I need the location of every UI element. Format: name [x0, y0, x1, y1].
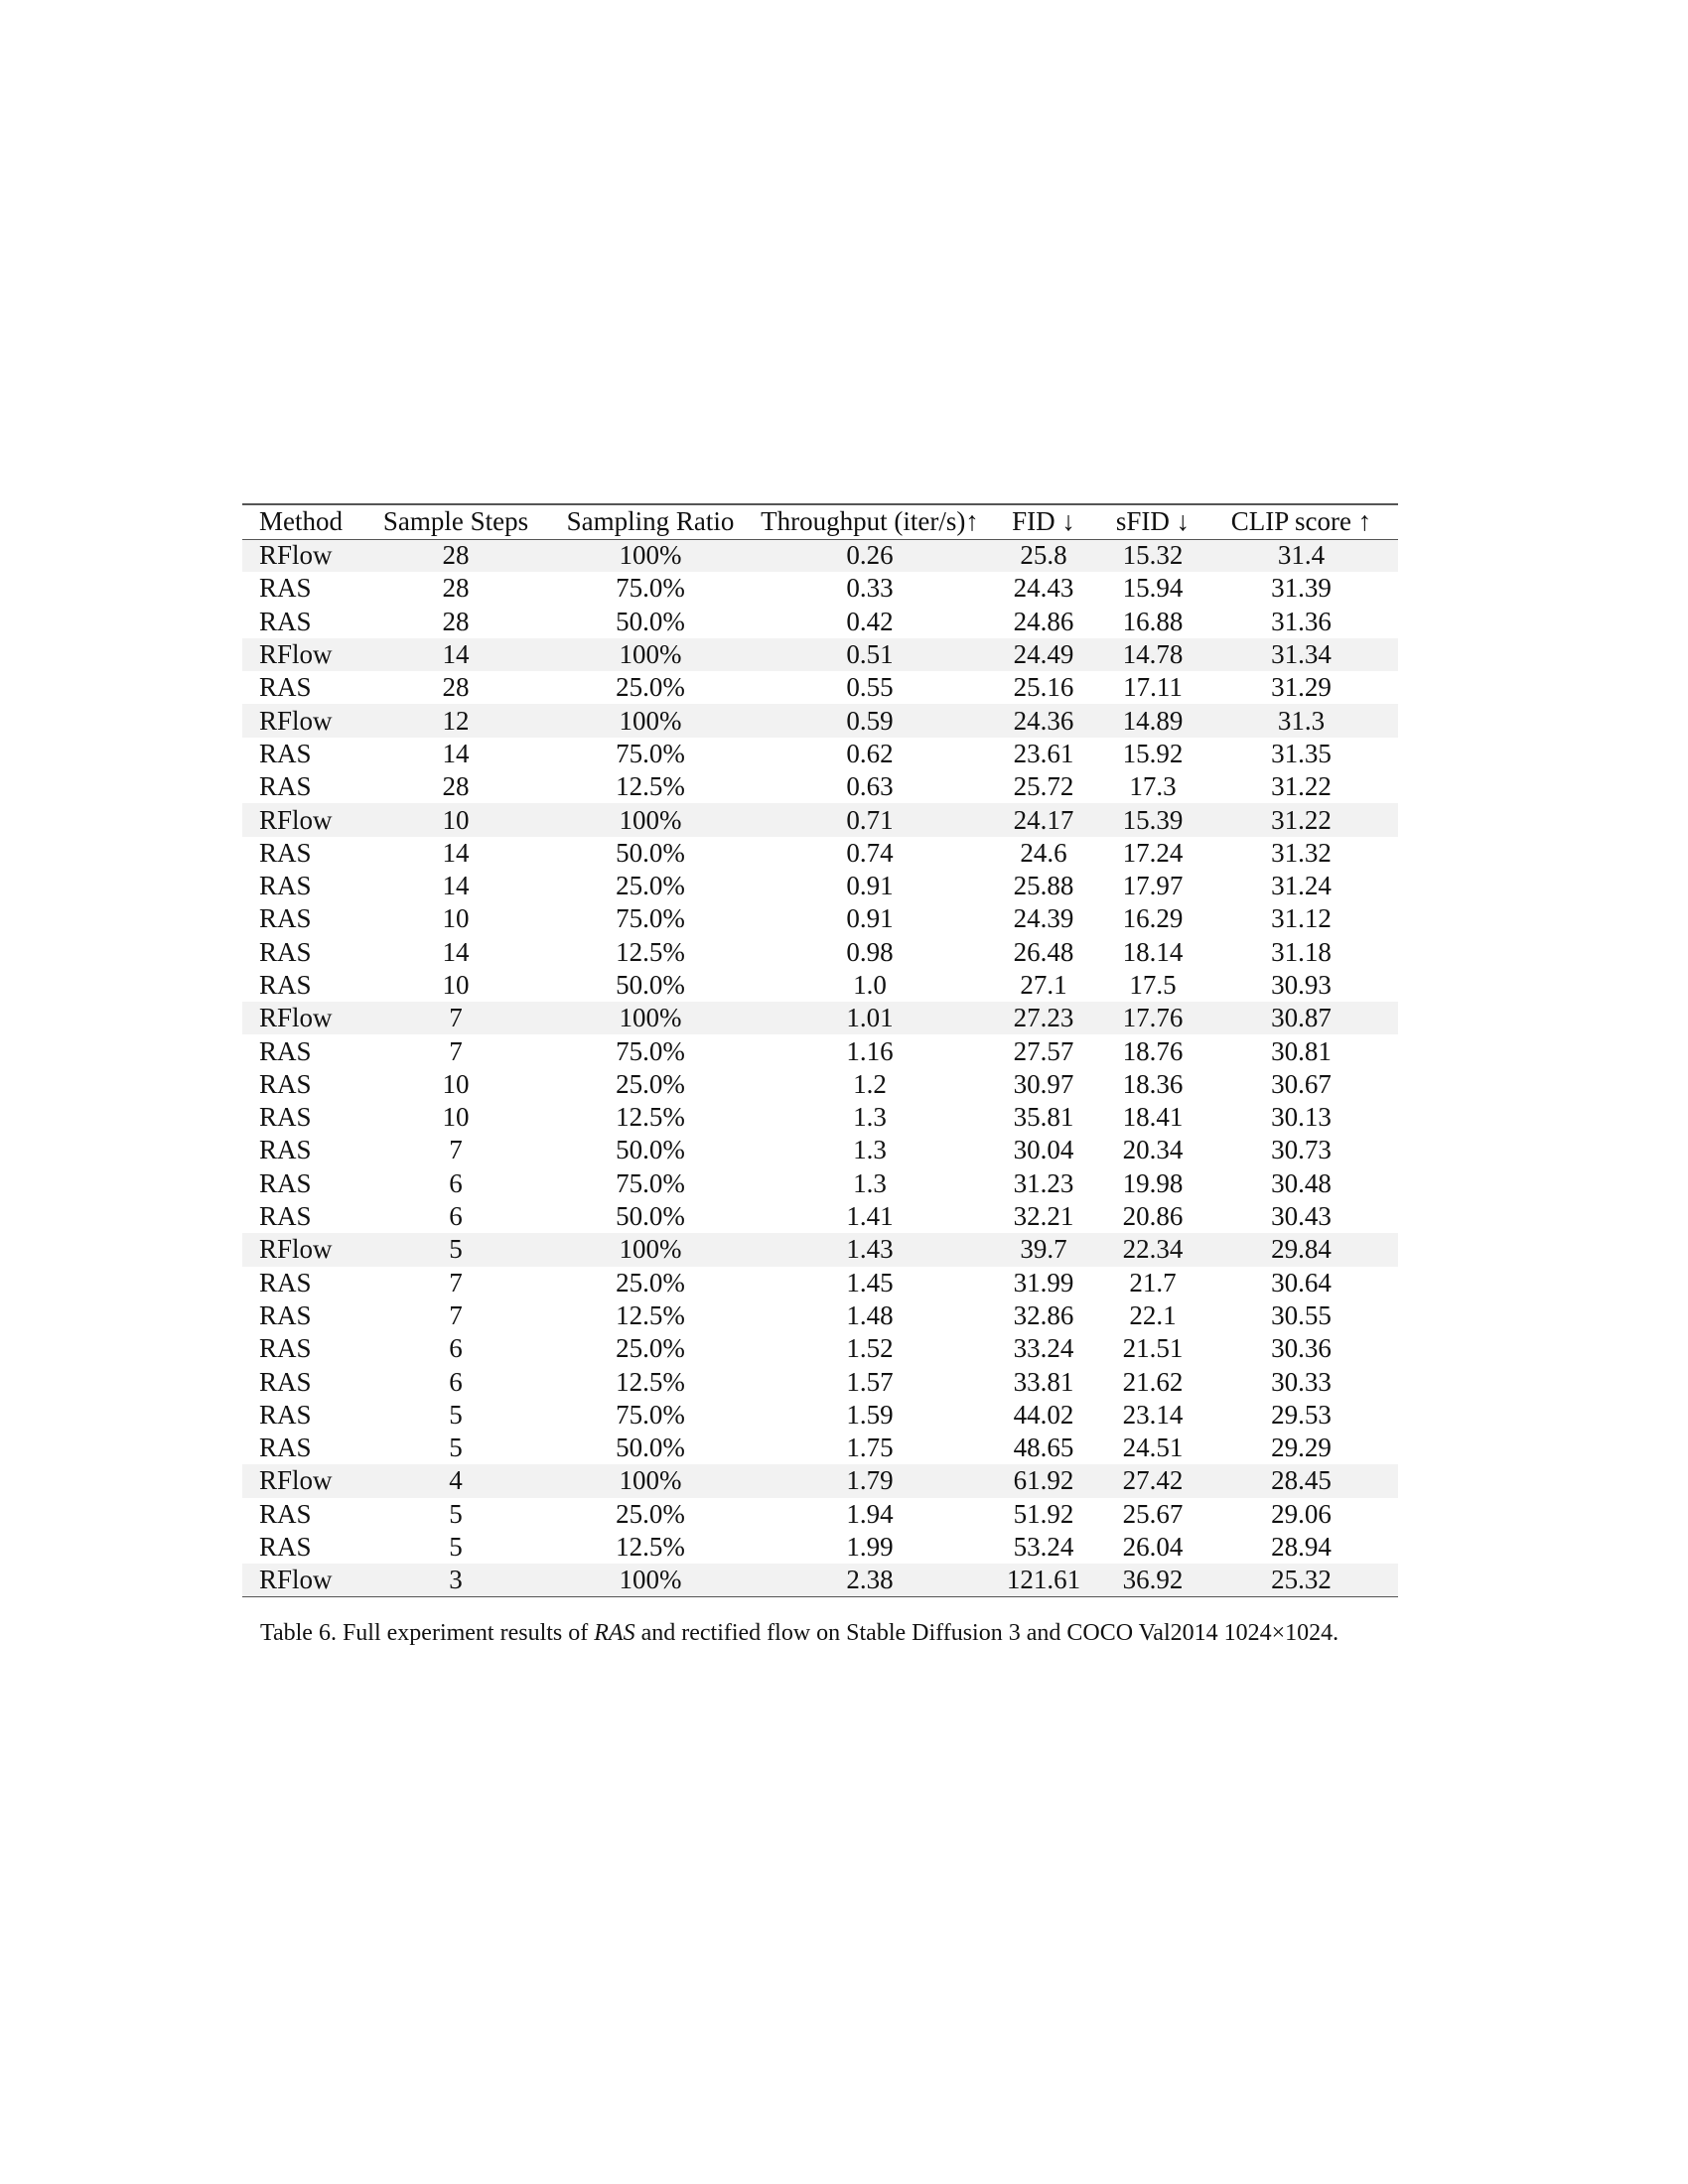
cell-throughput: 0.63	[846, 771, 894, 802]
cell-sampling-ratio: 100%	[547, 539, 754, 572]
cell-throughput: 1.57	[846, 1366, 894, 1397]
cell-sfid: 21.62	[1122, 1366, 1184, 1397]
cell-fid: 24.36	[986, 704, 1101, 737]
cell-sample-steps: 12	[364, 704, 547, 737]
cell-sample-steps: 5	[449, 1433, 463, 1463]
cell-throughput: 1.52	[846, 1333, 894, 1364]
cell-sample-steps: 14	[442, 936, 470, 967]
cell-sampling-ratio: 50.0%	[616, 837, 685, 868]
cell-sampling-ratio: 50.0%	[616, 1201, 685, 1232]
cell-clip-score: 25.32	[1204, 1564, 1398, 1596]
cell-clip-score: 29.84	[1204, 1233, 1398, 1266]
cell-sampling-ratio: 12.5%	[616, 936, 685, 967]
cell-throughput: 0.74	[846, 837, 894, 868]
cell-clip-score: 30.33	[1271, 1366, 1332, 1397]
table-row	[242, 1399, 1398, 1432]
cell-method: RFlow	[242, 1233, 364, 1266]
cell-method: RAS	[259, 837, 312, 868]
cell-sample-steps: 14	[442, 738, 470, 768]
cell-method: RAS	[259, 1498, 312, 1529]
cell-sample-steps: 14	[364, 638, 547, 671]
cell-clip-score: 30.87	[1204, 1002, 1398, 1034]
table-row	[242, 1299, 1398, 1332]
table-header-row	[242, 504, 1398, 539]
cell-sampling-ratio: 25.0%	[616, 1068, 685, 1099]
cell-sampling-ratio: 25.0%	[616, 1498, 685, 1529]
cell-throughput: 1.75	[846, 1433, 894, 1463]
cell-clip-score: 29.53	[1271, 1399, 1332, 1430]
cell-sampling-ratio: 100%	[547, 704, 754, 737]
results-table	[242, 503, 1398, 1597]
cell-sampling-ratio: 25.0%	[616, 672, 685, 703]
cell-sampling-ratio: 12.5%	[616, 1102, 685, 1133]
cell-sfid: 14.78	[1101, 638, 1204, 671]
cell-sfid: 18.76	[1122, 1035, 1184, 1066]
cell-throughput: 0.42	[846, 606, 894, 636]
cell-sample-steps: 5	[449, 1498, 463, 1529]
cell-throughput: 1.01	[754, 1002, 986, 1034]
cell-throughput: 0.26	[754, 539, 986, 572]
cell-fid: 25.88	[1013, 871, 1074, 901]
table-row	[242, 1002, 1398, 1034]
cell-clip-score: 31.29	[1271, 672, 1332, 703]
cell-fid: 53.24	[1013, 1532, 1074, 1563]
cell-sample-steps: 28	[364, 539, 547, 572]
cell-sfid: 17.3	[1129, 771, 1177, 802]
cell-fid: 24.49	[986, 638, 1101, 671]
cell-fid: 24.86	[1013, 606, 1074, 636]
cell-method: RAS	[259, 1333, 312, 1364]
cell-sampling-ratio: 100%	[547, 638, 754, 671]
cell-clip-score: 30.43	[1271, 1201, 1332, 1232]
cell-sfid: 24.51	[1122, 1433, 1184, 1463]
table-body	[242, 539, 1398, 1597]
cell-sfid: 16.88	[1122, 606, 1184, 636]
cell-clip-score: 30.48	[1271, 1167, 1332, 1198]
table-row	[242, 1034, 1398, 1067]
cell-throughput: 1.0	[853, 970, 887, 1000]
cell-sampling-ratio: 100%	[547, 1564, 754, 1596]
cell-sfid: 17.5	[1129, 970, 1177, 1000]
table-row	[242, 803, 1398, 836]
cell-clip-score: 31.39	[1271, 573, 1332, 604]
table-row	[242, 1068, 1398, 1101]
table-row	[242, 1200, 1398, 1233]
cell-sample-steps: 28	[442, 606, 470, 636]
cell-sampling-ratio: 75.0%	[616, 1167, 685, 1198]
caption-prefix: Table 6. Full experiment results of	[260, 1620, 595, 1646]
table-row	[242, 1531, 1398, 1564]
cell-clip-score: 31.4	[1204, 539, 1398, 572]
cell-throughput: 0.51	[754, 638, 986, 671]
table-row	[242, 1498, 1398, 1531]
cell-throughput: 1.79	[754, 1464, 986, 1497]
cell-clip-score: 30.67	[1271, 1068, 1332, 1099]
table-row	[242, 572, 1398, 605]
cell-sfid: 36.92	[1101, 1564, 1204, 1596]
cell-fid: 27.57	[1013, 1035, 1074, 1066]
cell-throughput: 1.94	[846, 1498, 894, 1529]
cell-sample-steps: 3	[364, 1564, 547, 1596]
header-sample-steps: Sample Steps	[364, 504, 547, 539]
cell-sampling-ratio: 25.0%	[616, 871, 685, 901]
table-row	[242, 704, 1398, 737]
cell-sampling-ratio: 12.5%	[616, 1532, 685, 1563]
cell-sample-steps: 7	[449, 1299, 463, 1330]
table-row	[242, 1167, 1398, 1200]
cell-sample-steps: 5	[449, 1399, 463, 1430]
cell-method: RAS	[259, 970, 312, 1000]
cell-method: RAS	[259, 1399, 312, 1430]
cell-throughput: 1.3	[853, 1102, 887, 1133]
cell-sample-steps: 7	[449, 1267, 463, 1297]
cell-sample-steps: 6	[449, 1201, 463, 1232]
header-method: Method	[242, 504, 364, 539]
table-row	[242, 1134, 1398, 1166]
cell-method: RAS	[259, 1366, 312, 1397]
table-row	[242, 902, 1398, 935]
cell-sample-steps: 6	[449, 1167, 463, 1198]
table-row	[242, 837, 1398, 870]
cell-fid: 31.99	[1013, 1267, 1074, 1297]
cell-sample-steps: 10	[442, 970, 470, 1000]
cell-fid: 39.7	[986, 1233, 1101, 1266]
table-caption	[260, 1620, 1452, 1647]
cell-sfid: 23.14	[1122, 1399, 1184, 1430]
cell-sampling-ratio: 75.0%	[616, 1399, 685, 1430]
cell-fid: 26.48	[1013, 936, 1074, 967]
cell-throughput: 1.45	[846, 1267, 894, 1297]
table-row	[242, 671, 1398, 704]
cell-method: RAS	[259, 1532, 312, 1563]
cell-fid: 33.81	[1013, 1366, 1074, 1397]
cell-sfid: 27.42	[1101, 1464, 1204, 1497]
cell-sfid: 17.24	[1122, 837, 1184, 868]
cell-sample-steps: 5	[364, 1233, 547, 1266]
cell-sfid: 16.29	[1122, 903, 1184, 934]
table-row	[242, 770, 1398, 803]
cell-fid: 44.02	[1013, 1399, 1074, 1430]
cell-method: RAS	[259, 1433, 312, 1463]
cell-method: RAS	[259, 1035, 312, 1066]
cell-clip-score: 31.36	[1271, 606, 1332, 636]
cell-clip-score: 31.34	[1204, 638, 1398, 671]
cell-sfid: 22.1	[1129, 1299, 1177, 1330]
cell-clip-score: 30.36	[1271, 1333, 1332, 1364]
cell-sfid: 21.7	[1129, 1267, 1177, 1297]
caption-emphasis: RAS	[594, 1620, 635, 1646]
cell-sample-steps: 10	[442, 1068, 470, 1099]
cell-throughput: 0.33	[846, 573, 894, 604]
cell-fid: 27.23	[986, 1002, 1101, 1034]
cell-fid: 32.21	[1013, 1201, 1074, 1232]
cell-sfid: 20.86	[1122, 1201, 1184, 1232]
table-row	[242, 1101, 1398, 1134]
cell-clip-score: 29.06	[1271, 1498, 1332, 1529]
cell-sampling-ratio: 75.0%	[616, 738, 685, 768]
cell-sampling-ratio: 75.0%	[616, 573, 685, 604]
cell-throughput: 0.98	[846, 936, 894, 967]
cell-method: RFlow	[242, 1464, 364, 1497]
cell-clip-score: 30.93	[1271, 970, 1332, 1000]
cell-method: RAS	[259, 1267, 312, 1297]
cell-sampling-ratio: 100%	[547, 1002, 754, 1034]
cell-sample-steps: 28	[442, 573, 470, 604]
cell-sampling-ratio: 75.0%	[616, 1035, 685, 1066]
cell-fid: 51.92	[1013, 1498, 1074, 1529]
cell-fid: 30.97	[1013, 1068, 1074, 1099]
cell-sfid: 17.97	[1122, 871, 1184, 901]
cell-throughput: 1.2	[853, 1068, 887, 1099]
cell-clip-score: 30.64	[1271, 1267, 1332, 1297]
cell-fid: 61.92	[986, 1464, 1101, 1497]
cell-throughput: 0.91	[846, 871, 894, 901]
table-row	[242, 1564, 1398, 1596]
cell-method: RFlow	[242, 539, 364, 572]
cell-fid: 24.39	[1013, 903, 1074, 934]
cell-fid: 33.24	[1013, 1333, 1074, 1364]
cell-sample-steps: 5	[449, 1532, 463, 1563]
header-clip-score: CLIP score ↑	[1204, 504, 1398, 539]
cell-method: RAS	[259, 1135, 312, 1165]
cell-sampling-ratio: 12.5%	[616, 1299, 685, 1330]
cell-fid: 24.6	[1020, 837, 1067, 868]
table-row	[242, 638, 1398, 671]
table-row	[242, 539, 1398, 572]
cell-sfid: 15.92	[1122, 738, 1184, 768]
cell-sfid: 25.67	[1122, 1498, 1184, 1529]
cell-fid: 23.61	[1013, 738, 1074, 768]
cell-sample-steps: 4	[364, 1464, 547, 1497]
cell-sampling-ratio: 50.0%	[616, 970, 685, 1000]
cell-throughput: 1.41	[846, 1201, 894, 1232]
cell-sfid: 21.51	[1122, 1333, 1184, 1364]
cell-sampling-ratio: 100%	[547, 803, 754, 836]
table-row	[242, 1365, 1398, 1398]
cell-sampling-ratio: 100%	[547, 1464, 754, 1497]
cell-sample-steps: 14	[442, 871, 470, 901]
table-row	[242, 1432, 1398, 1464]
cell-throughput: 1.59	[846, 1399, 894, 1430]
cell-clip-score: 30.55	[1271, 1299, 1332, 1330]
table-row	[242, 969, 1398, 1002]
cell-sample-steps: 6	[449, 1333, 463, 1364]
cell-method: RAS	[259, 1167, 312, 1198]
cell-sampling-ratio: 25.0%	[616, 1333, 685, 1364]
cell-sample-steps: 7	[364, 1002, 547, 1034]
cell-fid: 35.81	[1013, 1102, 1074, 1133]
cell-clip-score: 31.22	[1271, 771, 1332, 802]
cell-fid: 25.8	[986, 539, 1101, 572]
cell-method: RAS	[259, 1299, 312, 1330]
cell-method: RFlow	[242, 803, 364, 836]
cell-sfid: 14.89	[1101, 704, 1204, 737]
cell-sfid: 26.04	[1122, 1532, 1184, 1563]
header-fid: FID ↓	[986, 504, 1101, 539]
header-throughput: Throughput (iter/s)↑	[754, 504, 986, 539]
table-row	[242, 1464, 1398, 1497]
cell-fid: 25.16	[1013, 672, 1074, 703]
cell-sfid: 18.41	[1122, 1102, 1184, 1133]
cell-sampling-ratio: 12.5%	[616, 1366, 685, 1397]
cell-clip-score: 31.35	[1271, 738, 1332, 768]
header-sampling-ratio: Sampling Ratio	[547, 504, 754, 539]
table-row	[242, 870, 1398, 902]
cell-sample-steps: 7	[449, 1035, 463, 1066]
cell-method: RFlow	[242, 638, 364, 671]
cell-clip-score: 28.45	[1204, 1464, 1398, 1497]
cell-sfid: 17.76	[1101, 1002, 1204, 1034]
cell-sample-steps: 28	[442, 771, 470, 802]
cell-sampling-ratio: 50.0%	[616, 606, 685, 636]
table-row	[242, 1267, 1398, 1299]
cell-clip-score: 29.29	[1271, 1433, 1332, 1463]
cell-method: RAS	[259, 738, 312, 768]
cell-fid: 30.04	[1013, 1135, 1074, 1165]
header-sfid: sFID ↓	[1101, 504, 1204, 539]
cell-clip-score: 31.32	[1271, 837, 1332, 868]
cell-sample-steps: 10	[442, 903, 470, 934]
cell-throughput: 0.59	[754, 704, 986, 737]
cell-sampling-ratio: 50.0%	[616, 1135, 685, 1165]
cell-sample-steps: 10	[442, 1102, 470, 1133]
cell-fid: 32.86	[1013, 1299, 1074, 1330]
cell-sample-steps: 28	[442, 672, 470, 703]
cell-throughput: 0.71	[754, 803, 986, 836]
cell-sampling-ratio: 50.0%	[616, 1433, 685, 1463]
caption-suffix: and rectified flow on Stable Diffusion 3 and COCO Val2014 1024×1024.	[634, 1620, 1339, 1646]
table-row	[242, 1332, 1398, 1365]
cell-sfid: 17.11	[1123, 672, 1183, 703]
cell-fid: 27.1	[1020, 970, 1067, 1000]
cell-method: RAS	[259, 1068, 312, 1099]
cell-method: RAS	[259, 903, 312, 934]
cell-sampling-ratio: 75.0%	[616, 903, 685, 934]
cell-fid: 48.65	[1013, 1433, 1074, 1463]
table-row	[242, 1233, 1398, 1266]
cell-throughput: 1.16	[846, 1035, 894, 1066]
cell-method: RAS	[259, 1102, 312, 1133]
cell-clip-score: 31.3	[1204, 704, 1398, 737]
cell-sfid: 19.98	[1122, 1167, 1184, 1198]
table-row	[242, 738, 1398, 770]
cell-sfid: 18.14	[1122, 936, 1184, 967]
cell-throughput: 1.48	[846, 1299, 894, 1330]
cell-sfid: 20.34	[1122, 1135, 1184, 1165]
cell-throughput: 2.38	[754, 1564, 986, 1596]
cell-method: RAS	[259, 1201, 312, 1232]
cell-throughput: 0.62	[846, 738, 894, 768]
cell-sampling-ratio: 25.0%	[616, 1267, 685, 1297]
cell-clip-score: 30.73	[1271, 1135, 1332, 1165]
cell-clip-score: 30.13	[1271, 1102, 1332, 1133]
cell-method: RAS	[259, 936, 312, 967]
cell-throughput: 1.3	[853, 1167, 887, 1198]
cell-method: RFlow	[242, 704, 364, 737]
cell-clip-score: 31.12	[1271, 903, 1332, 934]
cell-sampling-ratio: 100%	[547, 1233, 754, 1266]
cell-method: RAS	[259, 771, 312, 802]
results-table-container	[242, 503, 1398, 1597]
cell-fid: 24.43	[1013, 573, 1074, 604]
cell-fid: 31.23	[1013, 1167, 1074, 1198]
cell-sample-steps: 7	[449, 1135, 463, 1165]
cell-sfid: 15.32	[1101, 539, 1204, 572]
cell-method: RFlow	[242, 1002, 364, 1034]
cell-sfid: 22.34	[1101, 1233, 1204, 1266]
cell-method: RFlow	[242, 1564, 364, 1596]
cell-clip-score: 28.94	[1271, 1532, 1332, 1563]
cell-sample-steps: 10	[364, 803, 547, 836]
cell-throughput: 1.43	[754, 1233, 986, 1266]
cell-throughput: 0.55	[846, 672, 894, 703]
cell-clip-score: 31.22	[1204, 803, 1398, 836]
cell-sfid: 15.94	[1122, 573, 1184, 604]
cell-clip-score: 31.24	[1271, 871, 1332, 901]
cell-sample-steps: 14	[442, 837, 470, 868]
cell-sfid: 18.36	[1122, 1068, 1184, 1099]
cell-method: RAS	[259, 672, 312, 703]
cell-throughput: 1.3	[853, 1135, 887, 1165]
cell-sfid: 15.39	[1101, 803, 1204, 836]
cell-clip-score: 30.81	[1271, 1035, 1332, 1066]
cell-method: RAS	[259, 573, 312, 604]
cell-sample-steps: 6	[449, 1366, 463, 1397]
cell-clip-score: 31.18	[1271, 936, 1332, 967]
cell-sampling-ratio: 12.5%	[616, 771, 685, 802]
cell-method: RAS	[259, 871, 312, 901]
table-row	[242, 606, 1398, 638]
table-row	[242, 936, 1398, 969]
cell-method: RAS	[259, 606, 312, 636]
cell-throughput: 0.91	[846, 903, 894, 934]
cell-fid: 121.61	[986, 1564, 1101, 1596]
cell-fid: 25.72	[1013, 771, 1074, 802]
cell-throughput: 1.99	[846, 1532, 894, 1563]
cell-fid: 24.17	[986, 803, 1101, 836]
